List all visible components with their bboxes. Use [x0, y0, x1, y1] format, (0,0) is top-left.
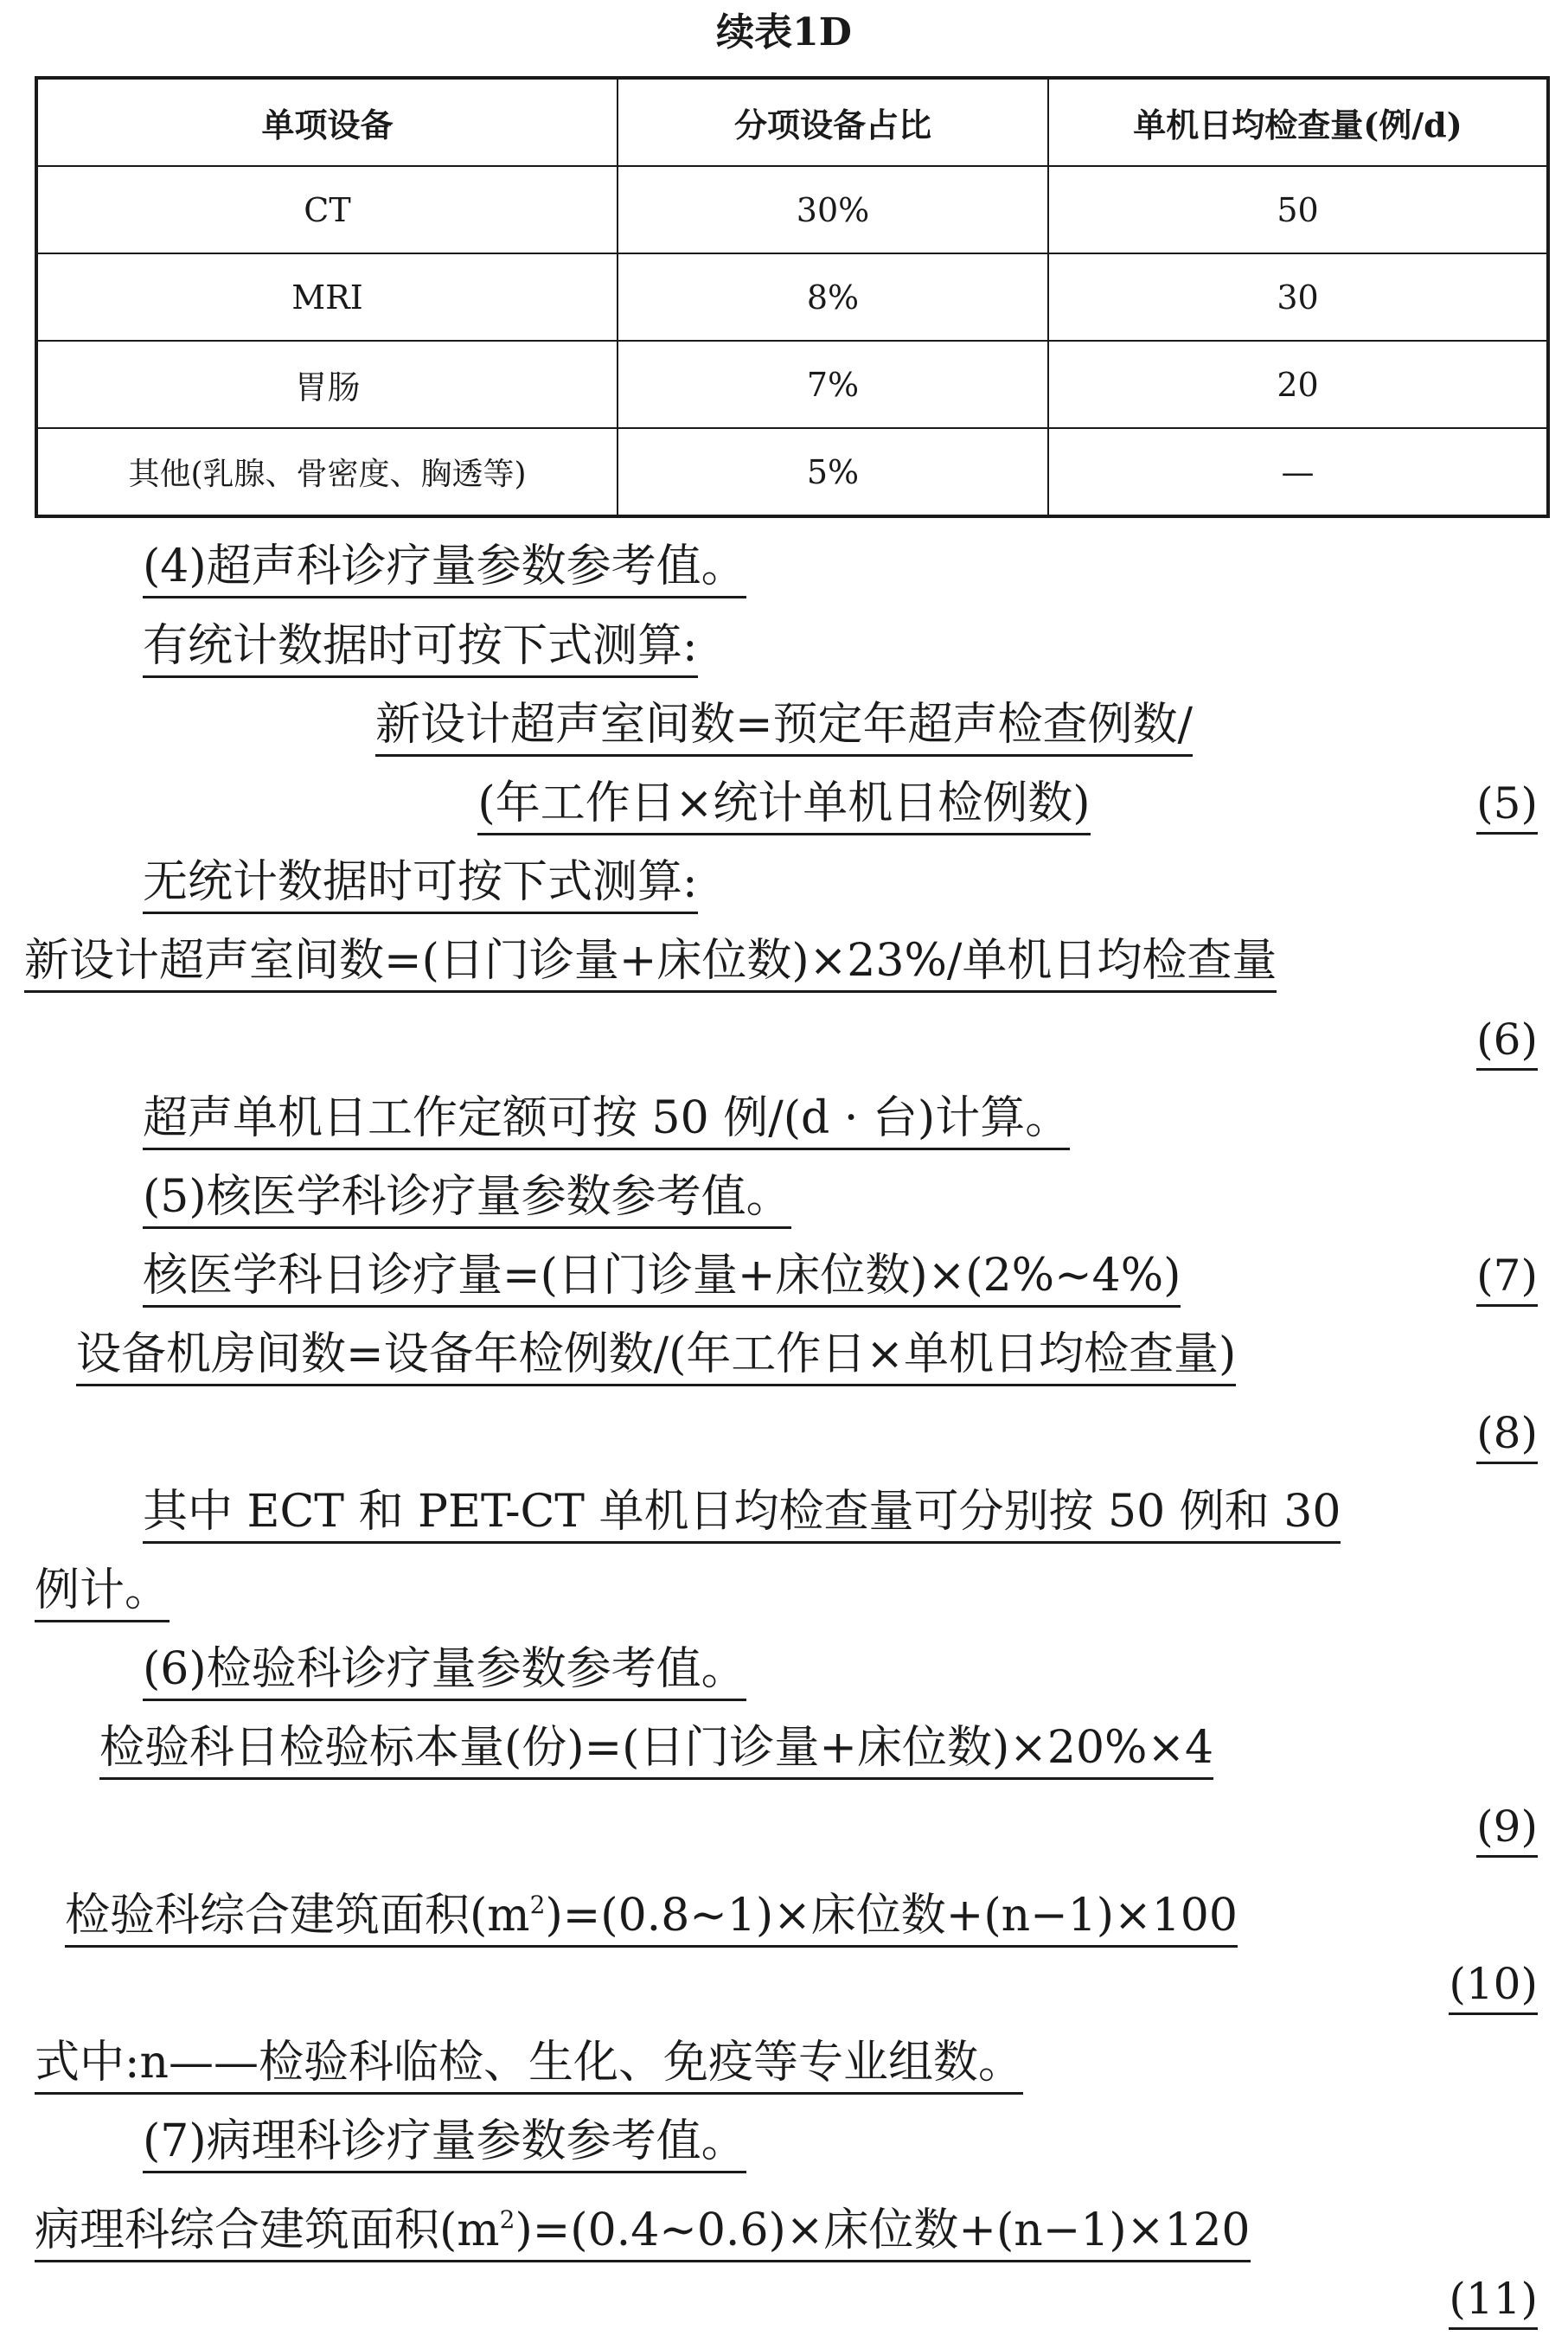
cell-equipment: MRI [36, 253, 618, 341]
formula-11-number [1449, 2268, 1538, 2329]
section-4-stat-intro [143, 616, 698, 676]
cell-equipment: 胃肠 [36, 341, 618, 428]
cell-share: 7% [618, 341, 1048, 428]
section-5-note-line1-text: 其中 ECT 和 PET-CT 单机日均检查量可分别按 50 例和 30 [143, 1486, 1341, 1544]
section-5-note-line2 [35, 1560, 170, 1621]
section-7-title [143, 2111, 746, 2172]
formula-8-number [1476, 1403, 1538, 1463]
formula-11-number-text: (11) [1449, 2274, 1538, 2330]
formula-7-text: 核医学科日诊疗量=(日门诊量+床位数)×(2%~4%) [143, 1250, 1181, 1308]
cell-equipment: CT [36, 166, 618, 253]
formula-6-number-text: (6) [1476, 1014, 1538, 1071]
formula-10-text [65, 1890, 1238, 1948]
formula-5-line1 [0, 694, 1568, 755]
section-6-title-text: (6)检验科诊疗量参数参考值。 [143, 1643, 746, 1701]
formula-10-post: )=(0.8~1)×床位数+(n−1)×100 [545, 1890, 1238, 1942]
section-4-nostat-intro-text: 无统计数据时可按下式测算: [143, 856, 698, 914]
table-header-row [36, 78, 1548, 166]
section-7-title-text: (7)病理科诊疗量参数参考值。 [143, 2115, 746, 2173]
formula-7-number [1476, 1245, 1538, 1306]
section-4-title [143, 536, 746, 597]
formula-10-pre: 检验科综合建筑面积(m [65, 1890, 530, 1942]
section-5-title [143, 1167, 791, 1227]
formula-8-number-text: (8) [1476, 1408, 1538, 1464]
table-row [36, 341, 1548, 428]
formula-5-line1-text: 新设计超声室间数=预定年超声检查例数/ [375, 699, 1193, 757]
formula-11-sup: 2 [499, 2205, 515, 2234]
cell-equipment: 其他(乳腺、骨密度、胸透等) [36, 428, 618, 516]
formula-9-number [1476, 1796, 1538, 1857]
cell-daily-exams: 30 [1048, 253, 1548, 341]
equipment-table [35, 76, 1550, 518]
formula-8 [76, 1324, 1236, 1385]
formula-11-post: )=(0.4~0.6)×床位数+(n−1)×120 [515, 2204, 1251, 2256]
formula-11 [35, 2190, 1251, 2256]
section-4-quota [143, 1088, 1070, 1149]
header-share: 分项设备占比 [618, 78, 1048, 166]
formula-11-text [35, 2204, 1251, 2262]
table-row [36, 428, 1548, 516]
table-caption: 续表1D [716, 10, 852, 54]
section-5-title-text: (5)核医学科诊疗量参数参考值。 [143, 1171, 791, 1229]
section-4-quota-text: 超声单机日工作定额可按 50 例/(d · 台)计算。 [143, 1092, 1070, 1150]
formula-8-text: 设备机房间数=设备年检例数/(年工作日×单机日均检查量) [76, 1328, 1236, 1386]
formula-7-number-text: (7) [1476, 1251, 1538, 1307]
formula-7 [143, 1245, 1181, 1306]
formula-6-text: 新设计超声室间数=(日门诊量+床位数)×23%/单机日均检查量 [24, 935, 1277, 993]
table-row [36, 166, 1548, 253]
formula-5-line2-text: (年工作日×统计单机日检例数) [477, 777, 1090, 835]
section-5-note-line2-text: 例计。 [35, 1565, 170, 1622]
cell-daily-exams: — [1048, 428, 1548, 516]
formula-9 [99, 1718, 1213, 1778]
formula-10-number [1449, 1954, 1538, 2014]
cell-share: 30% [618, 166, 1048, 253]
formula-5-number-text: (5) [1476, 778, 1538, 835]
formula-10-where [35, 2032, 1023, 2093]
formula-10-where-text: 式中:n——检验科临检、生化、免疫等专业组数。 [35, 2037, 1023, 2095]
formula-10-sup: 2 [529, 1891, 546, 1919]
section-6-title [143, 1639, 746, 1699]
section-4-stat-intro-text: 有统计数据时可按下式测算: [143, 620, 698, 678]
formula-11-pre: 病理科综合建筑面积(m [35, 2204, 500, 2256]
cell-share: 5% [618, 428, 1048, 516]
cell-daily-exams: 20 [1048, 341, 1548, 428]
formula-9-text: 检验科日检验标本量(份)=(日门诊量+床位数)×20%×4 [99, 1722, 1213, 1780]
formula-9-number-text: (9) [1476, 1801, 1538, 1858]
table-row [36, 253, 1548, 341]
formula-6 [24, 931, 1277, 991]
cell-share: 8% [618, 253, 1048, 341]
formula-10-number-text: (10) [1449, 1959, 1538, 2015]
header-daily-exams: 单机日均检查量(例/d) [1048, 78, 1548, 166]
section-4-title-text: (4)超声科诊疗量参数参考值。 [143, 541, 746, 598]
section-4-nostat-intro [143, 852, 698, 912]
formula-6-number [1476, 1009, 1538, 1070]
cell-daily-exams: 50 [1048, 166, 1548, 253]
formula-10 [65, 1875, 1238, 1942]
header-equipment: 单项设备 [36, 78, 618, 166]
formula-5-line2 [0, 773, 1568, 834]
section-5-note-line1 [143, 1481, 1341, 1542]
formula-5-number [1476, 773, 1538, 834]
